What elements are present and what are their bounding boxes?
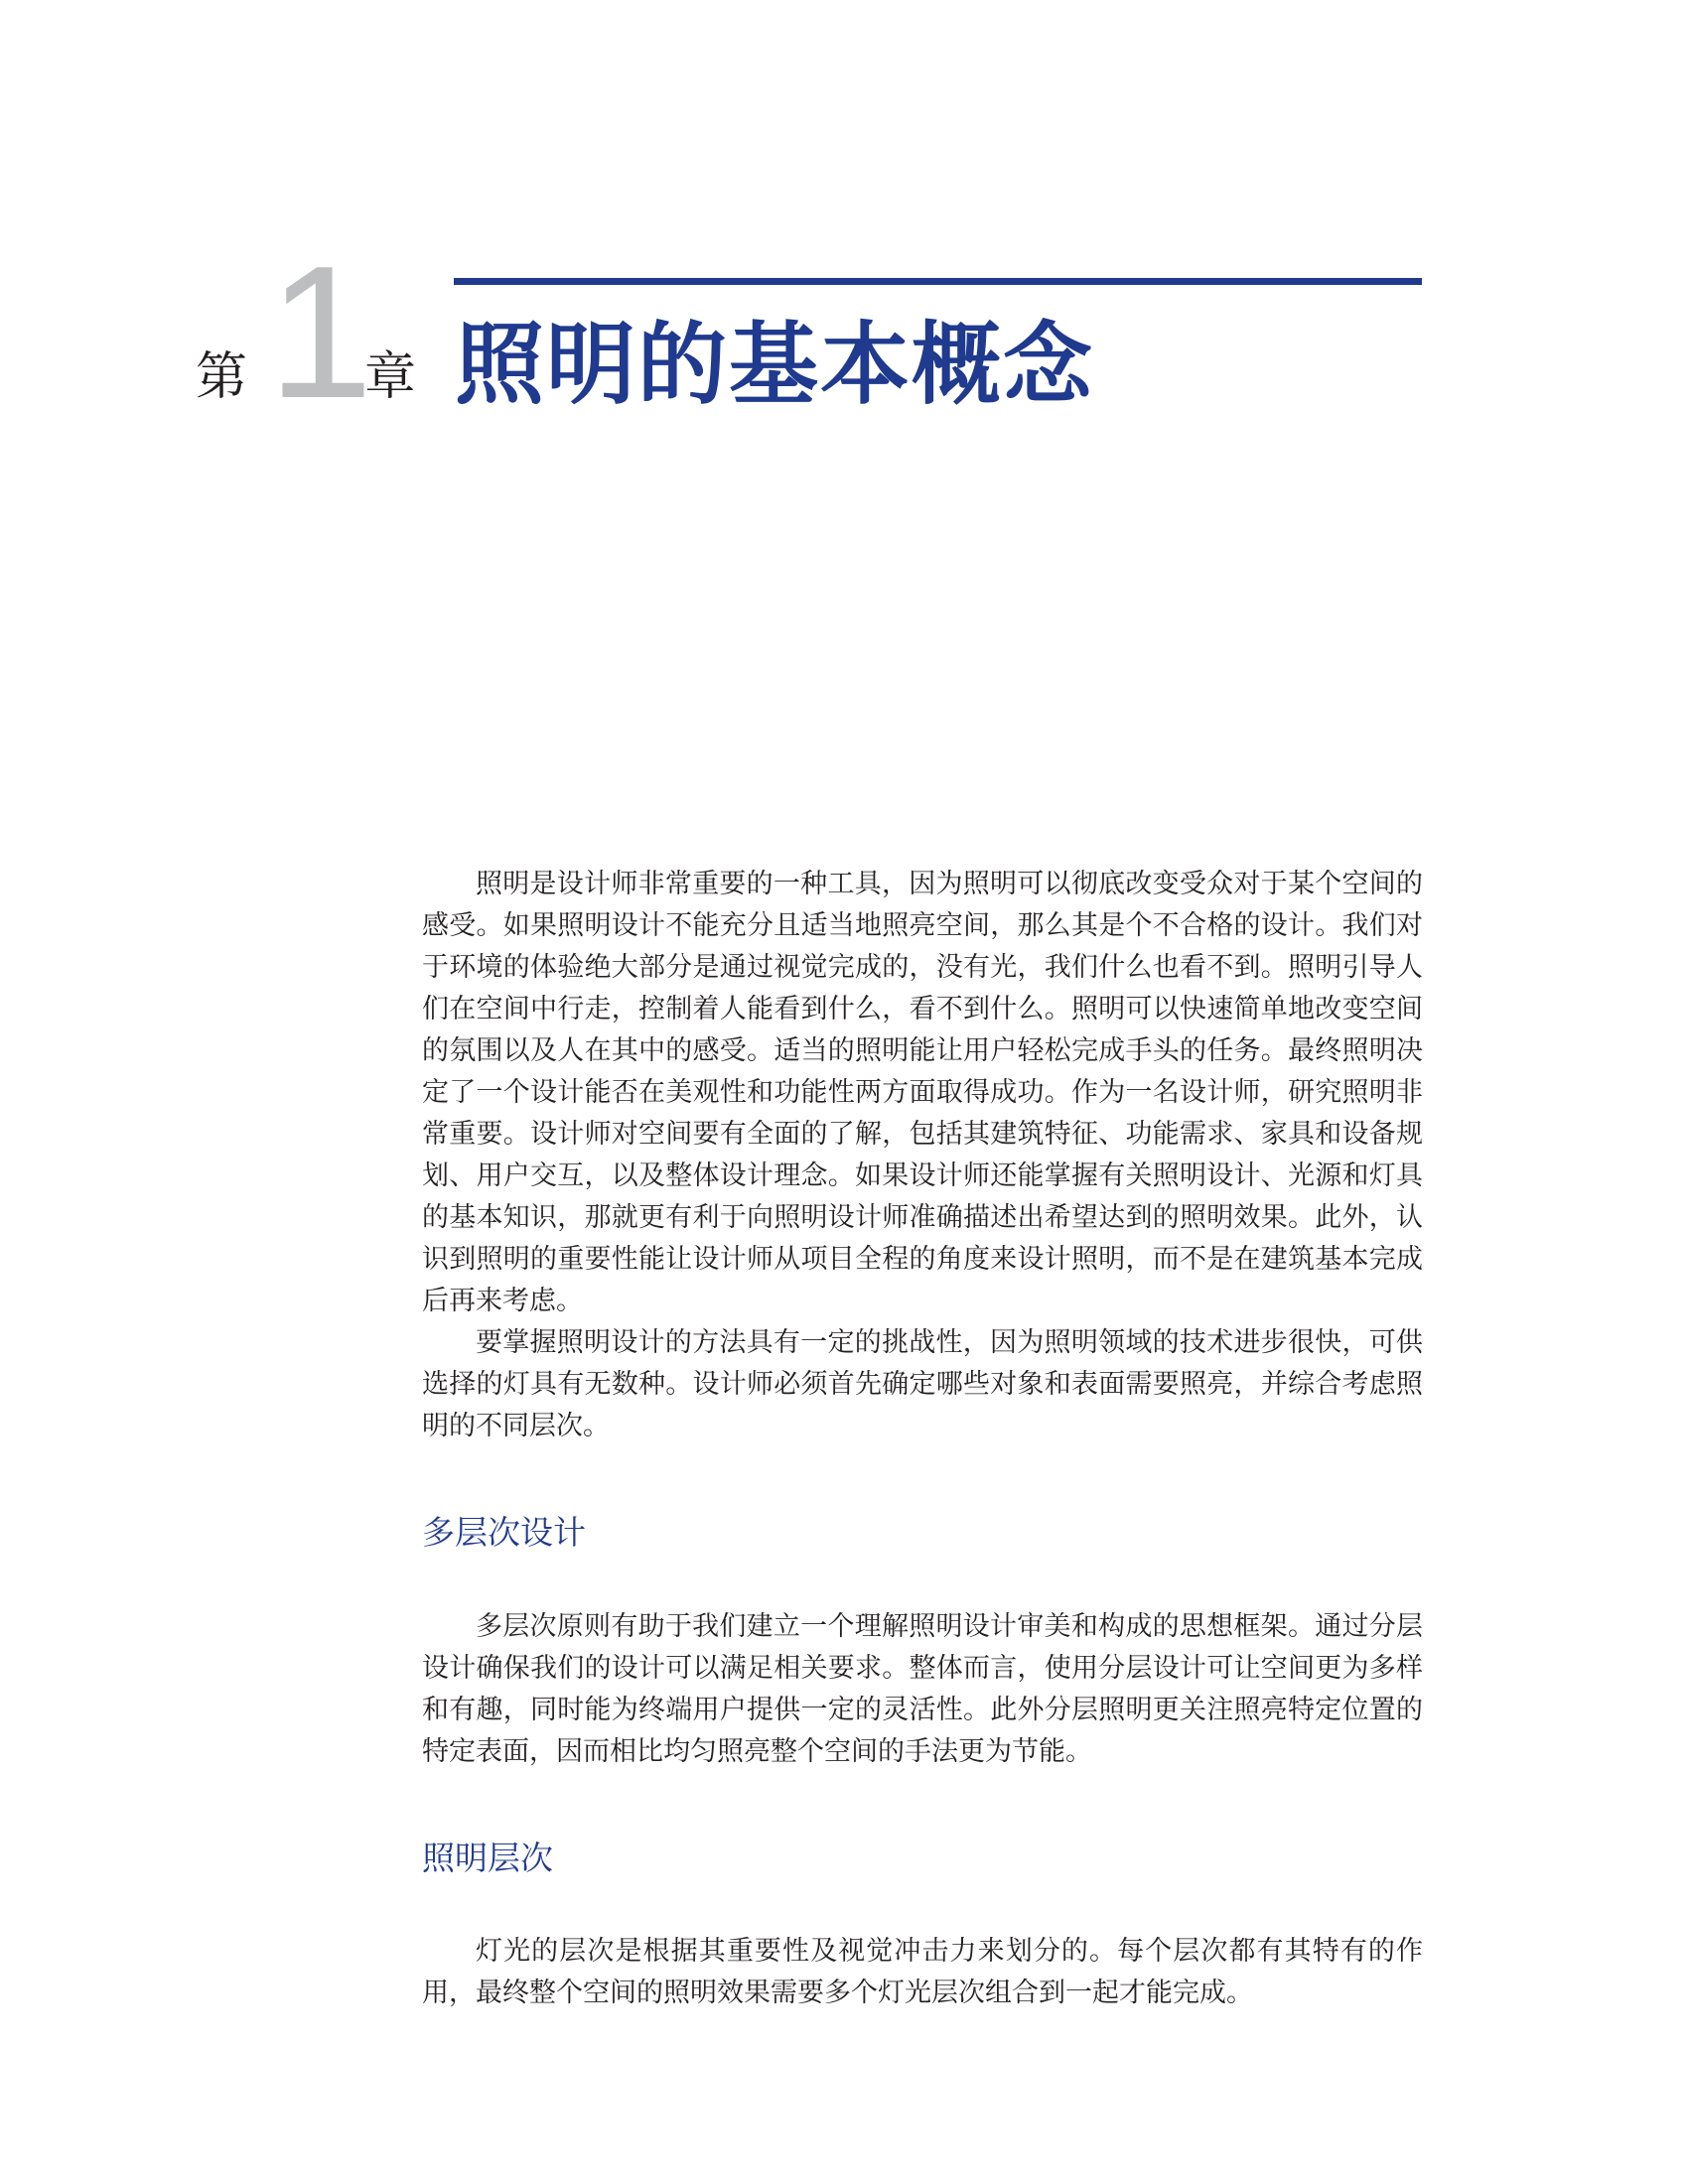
- intro-text: [422, 864, 1423, 1447]
- layered-design-paragraph: 多层次原则有助于我们建立一个理解照明设计审美和构成的思想框架。通过分层设计确保我们的设计可以满足相关要求。整体而言，使用分层设计可让空间更为多样和有趣，同时能为终端用户提供一定的灵活性。此外分层照明更关注照亮特定位置的特定表面，因而相比均匀照亮整个空间的手法更为节能。: [422, 1611, 1423, 1767]
- intro-paragraph-2: 要掌握照明设计的方法具有一定的挑战性，因为照明领域的技术进步很快，可供选择的灯具有无数种。设计师必须首先确定哪些对象和表面需要照亮，并综合考虑照明的不同层次。: [422, 1327, 1423, 1441]
- chapter-top-rule: [454, 278, 1422, 285]
- intro-paragraph-1: 照明是设计师非常重要的一种工具，因为照明可以彻底改变受众对于某个空间的感受。如果照明设计不能充分且适当地照亮空间，那么其是个不合格的设计。我们对于环境的体验绝大部分是通过视觉完成的，没有光，我们什么也看不到。照明引导人们在空间中行走，控制着人能看到什么，看不到什么。照明可以快速简单地改变空间的氛围以及人在其中的感受。适当的照明能让用户轻松完成手头的任务。最终照明决定了一个设计能否在美观性和功能性两方面取得成功。作为一名设计师，研究照明非常重要。设计师对空间要有全面的了解，包括其建筑特征、功能需求、家具和设备规划、用户交互，以及整体设计理念。如果设计师还能掌握有关照明设计、光源和灯具的基本知识，那就更有利于向照明设计师准确描述出希望达到的照明效果。此外，认识到照明的重要性能让设计师从项目全程的角度来设计照明，而不是在建筑基本完成后再来考虑。: [422, 869, 1423, 1316]
- chapter-suffix: 章: [364, 347, 417, 407]
- section-lighting-layers-text: [422, 1931, 1423, 2014]
- chapter-prefix: 第: [196, 347, 248, 407]
- section-heading-lighting-layers: 照明层次: [422, 1839, 553, 1877]
- chapter-title: 照明的基本概念: [455, 313, 1094, 417]
- chapter-number: 1: [268, 227, 373, 438]
- lighting-layers-paragraph: 灯光的层次是根据其重要性及视觉冲击力来划分的。每个层次都有其特有的作用，最终整个空间的照明效果需要多个灯光层次组合到一起才能完成。: [422, 1936, 1423, 2008]
- section-layered-design-text: [422, 1606, 1423, 1773]
- section-heading-layered-design: 多层次设计: [422, 1513, 586, 1552]
